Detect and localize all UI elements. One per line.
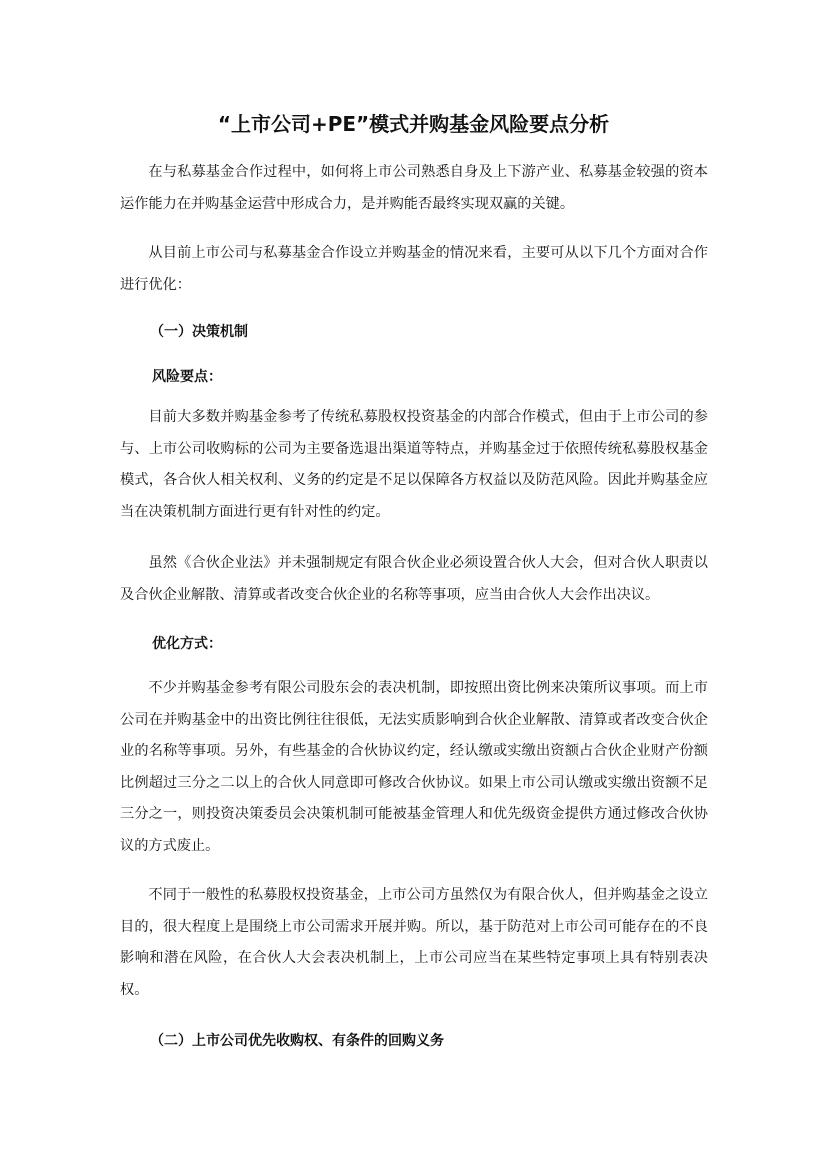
optimization-method-label: 优化方式： xyxy=(152,636,222,652)
document-title: “上市公司+PE”模式并购基金风险要点分析 xyxy=(217,112,610,136)
intro-paragraph-2: 从目前上市公司与私募基金合作设立并购基金的情况来看，主要可从以下几个方面对合作进行优化： xyxy=(120,245,708,293)
optimize-paragraph-2: 不同于一般性的私募股权投资基金，上市公司方虽然仅为有限合伙人，但并购基金之设立目的，很大程度上是围绕上市公司需求开展并购。所以，基于防范对上市公司可能存在的不良影响和潜在风险，在合伙人大会表决机制上，上市公司应当在某些特定事项上具有特别表决权。 xyxy=(120,887,708,998)
risk-paragraph-2: 虽然《合伙企业法》并未强制规定有限合伙企业必须设置合伙人大会，但对合伙人职责以及合伙企业解散、清算或者改变合伙企业的名称等事项，应当由合伙人大会作出决议。 xyxy=(120,555,708,603)
section-heading-priority-acquisition: （二）上市公司优先收购权、有条件的回购义务 xyxy=(150,1033,444,1049)
risk-paragraph-1: 目前大多数并购基金参考了传统私募股权投资基金的内部合作模式，但由于上市公司的参与、上市公司收购标的公司为主要备选退出渠道等特点，并购基金过于依照传统私募股权基金模式，各合伙人相关权利、义务的约定是不足以保障各方权益以及防范风险。因此并购基金应当在决策机制方面进行更有针对性的约定。 xyxy=(120,409,708,520)
risk-points-label: 风险要点： xyxy=(152,369,222,385)
section-heading-decision-mechanism: （一）决策机制 xyxy=(150,324,248,340)
intro-paragraph-1: 在与私募基金合作过程中，如何将上市公司熟悉自身及上下游产业、私募基金较强的资本运作能力在并购基金运营中形成合力，是并购能否最终实现双赢的关键。 xyxy=(120,164,708,212)
optimize-paragraph-1: 不少并购基金参考有限公司股东会的表决机制，即按照出资比例来决策所议事项。而上市公司在并购基金中的出资比例往往很低，无法实质影响到合伙企业解散、清算或者改变合伙企业的名称等事项。另外，有些基金的合伙协议约定，经认缴或实缴出资额占合伙企业财产份额比例超过三分之二以上的合伙人同意即可修改合伙协议。如果上市公司认缴或实缴出资额不足三分之一，则投资决策委员会决策机制可能被基金管理人和优先级资金提供方通过修改合伙协议的方式废止。 xyxy=(120,680,708,854)
